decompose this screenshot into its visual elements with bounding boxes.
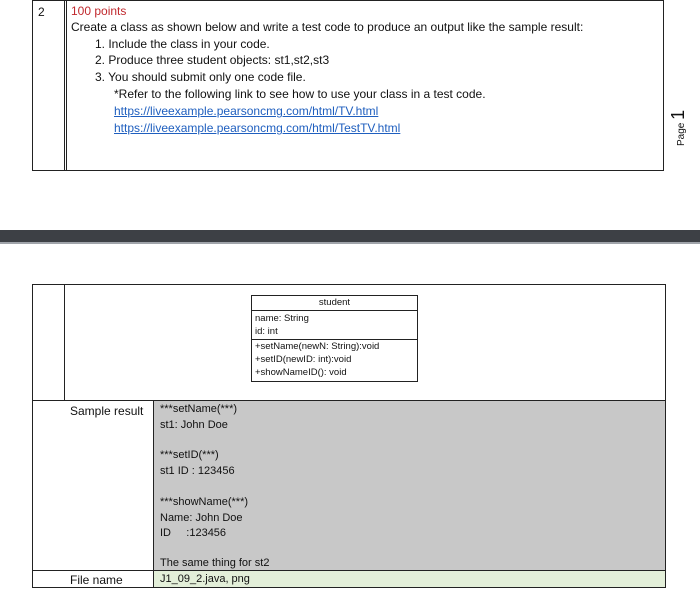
- sample-output-line: ***showName(***): [160, 496, 249, 508]
- sample-output-line: ***setName(***): [160, 403, 238, 415]
- sample-output-line: st1: John Doe: [160, 419, 228, 431]
- page-separator: [0, 230, 700, 242]
- requirement-item: 3. You should submit only one code file.: [95, 70, 306, 84]
- uml-method: +setName(newN: String):void: [255, 341, 380, 352]
- sample-output-line: Name: John Doe: [160, 512, 243, 524]
- sample-output-line: The same thing for st2: [160, 557, 270, 569]
- uml-attribute: id: int: [255, 326, 278, 337]
- sample-output-line: ID :123456: [160, 527, 227, 539]
- requirement-item: 2. Produce three student objects: st1,st2,st3: [95, 53, 330, 67]
- table-column-divider: [66, 0, 67, 171]
- sample-output-line: st1 ID : 123456: [160, 465, 235, 477]
- sample-output-line: ***setID(***): [160, 449, 219, 461]
- requirement-item: 1. Include the class in your code.: [95, 37, 270, 51]
- file-name-value: J1_09_2.java, png: [160, 573, 250, 585]
- table-column-divider: [64, 0, 65, 171]
- question-prompt: Create a class as shown below and write a test code to produce an output like the sample result:: [71, 20, 584, 34]
- testtv-link[interactable]: https://liveexample.pearsoncmg.com/html/TestTV.html: [114, 121, 401, 135]
- uml-divider: [251, 339, 418, 340]
- page-separator-shadow: [0, 242, 700, 244]
- tv-link[interactable]: https://liveexample.pearsoncmg.com/html/TV.html: [114, 104, 379, 118]
- sample-result-label: Sample result: [70, 404, 144, 418]
- table-column-divider: [153, 400, 154, 588]
- file-name-label: File name: [70, 573, 123, 587]
- refer-note: *Refer to the following link to see how to use your class in a test code.: [114, 87, 486, 101]
- table-row-divider: [32, 400, 666, 401]
- uml-method: +showNameID(): void: [255, 367, 347, 378]
- table-row-divider: [32, 570, 666, 571]
- uml-class-name: student: [318, 297, 351, 308]
- uml-method: +setID(newID: int):void: [255, 354, 352, 365]
- question-points: 100 points: [71, 4, 127, 18]
- page-indicator: [668, 106, 688, 146]
- uml-divider: [251, 310, 418, 311]
- uml-attribute: name: String: [255, 313, 309, 324]
- page-label: Page: [676, 122, 687, 146]
- question-number: 2: [38, 5, 45, 19]
- page-number: 1: [668, 109, 688, 120]
- table-column-divider: [64, 284, 65, 401]
